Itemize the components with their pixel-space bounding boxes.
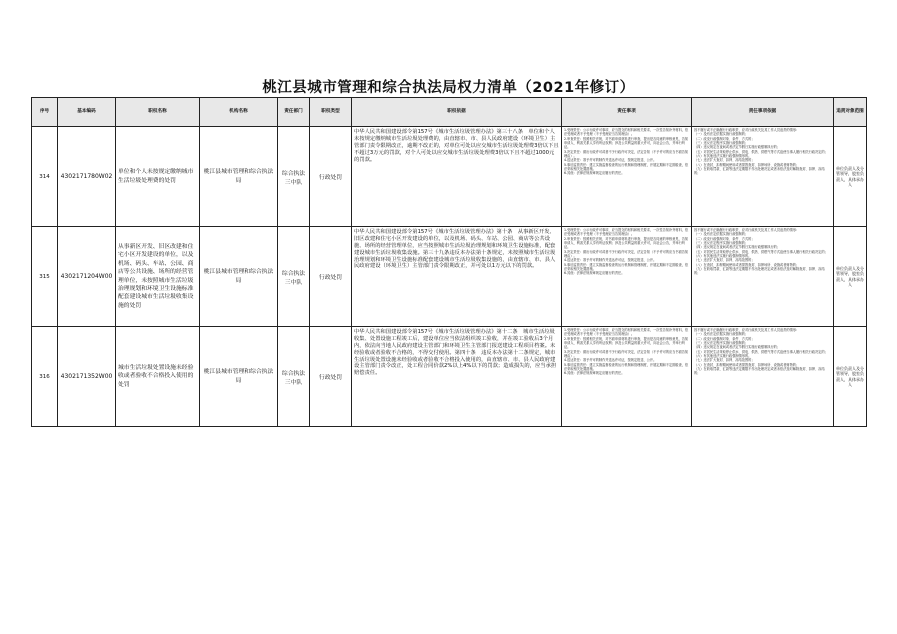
- list-item: （四）违反规定在夜间或者法定节假日实施行政强制执行的；: [694, 345, 781, 350]
- list-item: （一）没有法定依据实施行政强制的；: [694, 232, 749, 237]
- table-header-row: [32, 98, 867, 127]
- row-dept: 综合执法三中队: [278, 227, 310, 327]
- list-item: 2.审查责任：按照相关法规，对书面申请材料进行审查，提出是否同意的审核意见，告知申请人、利害关系人享有听证权利；涉及公共利益的重大许可，向社会公告，并举行听证。: [564, 336, 689, 350]
- list-item: 5.事后监管责任：建立实施监督检查的运行机制和管理制度，开展定期和不定期检查，依法采取相关处置措施。: [564, 162, 689, 171]
- list-item: （一）没有法定依据实施行政强制的；: [694, 132, 749, 137]
- row-org-name: 桃江县城市管理和综合执法局: [200, 127, 278, 227]
- row-code: 4302171780W02: [58, 127, 116, 227]
- row-responsibility-items: [562, 127, 692, 227]
- list-item: 3.决定责任：做出行政许可或者不予行政许可决定，法定告知（不予许可的应当书面告知理由）。: [564, 149, 689, 158]
- row-power-basis: 中华人民共和国建设部令第157号《城市生活垃圾管理办法》第十二条 城市生活垃圾收集、处置设施工程竣工后，建设单位应当依法组织竣工验收，并在竣工验收后3个月内，依法向当地人民政府建设主管部门和环境卫生主管部门报送建设工程项目档案。未经验收或者验收不合格的，不得交付使用。第四十条 违反本办法第十二条规定，城市生活垃圾处置设施未经验收或者验收不合格投入使用的，由直辖市、市、县人民政府建设主管部门责令改正，处工程合同价款2%以上4%以下的罚款；造成损失的，应当承担赔偿责任。: [352, 327, 562, 427]
- list-item: 1.受理责任：公示行政许可事项、应当提交的材料和相关要求，一次性告知补齐材料，依法受理或者不予受理（不予受理应当告知理由）。: [564, 328, 689, 337]
- header-items: 责任事项: [562, 98, 692, 127]
- row-code: 4302171352W00: [58, 327, 116, 427]
- row-power-name: 从事新区开发、旧区改建和住宅小区开发建设的单位，以及机场、码头、车站、公园、商店等公共设施、场所的经营管理单位，未按照城市生活垃圾治理规划和环境卫生设施标准配套建设城市生活垃圾收集设施的处罚: [116, 227, 200, 327]
- list-item: （七）违法扩大查封、扣押、冻结范围的；: [694, 258, 755, 263]
- list-item: （六）有其他违法实施行政强制情形的。: [694, 253, 752, 258]
- list-item: 3.决定责任：做出行政许可或者不予行政许可决定，法定告知（不予许可的应当书面告知理由）。: [564, 349, 689, 358]
- list-item: （九）在收取罚款、汇款等违法定期限不作出处理决定或者未依法及时解除查封、扣押、冻结的；: [694, 366, 825, 376]
- row-power-name: 城市生活垃圾处置设施未经验收或者验收不合格投入使用的处罚: [116, 327, 200, 427]
- row-power-basis: 中华人民共和国建设部令第157号《城市生活垃圾管理办法》第十条 从事新区开发、旧区改建和住宅小区开发建设的单位，以及机场、码头、车站、公园、商店等公共设施、场所的经营管理单位，应当按照城市生活垃圾治理规划和环境卫生设施标准，配套建设城市生活垃圾收集设施。第三十九条违反本办法第十条规定，未按照城市生活垃圾治理规划和环境卫生设施标准配套建设城市生活垃圾收集设施的，由直辖市、市、县人民政府建设（环境卫生）主管部门责令限期改正，并可处以1万元以下的罚款。: [352, 227, 562, 327]
- list-item: 4.送达责任：准予许可的制作并送达许可证，按规定报送、公开。: [564, 358, 657, 363]
- list-item: （二）改变行政强制对象、条件、方式的；: [694, 336, 755, 341]
- list-item: 因不履行或不正确履行行政职责，应对行政机关及其工作人员追责的情形：: [694, 128, 800, 132]
- row-responsibility-items: [562, 227, 692, 327]
- row-responsibility-basis: [692, 227, 834, 327]
- row-responsibility-items: [562, 327, 692, 427]
- list-item: 6.其他：法律法规规章规定应履行的责任。: [564, 271, 625, 276]
- row-accountability-subject: 单位负责人及分管领导，股室负责人，具体承办人: [834, 227, 867, 327]
- header-type: 职权类型: [310, 98, 352, 127]
- list-item: （六）有其他违法实施行政强制情形的。: [694, 153, 752, 158]
- table-row: [32, 227, 867, 327]
- header-code: 基本编码: [58, 98, 116, 127]
- list-item: （九）在收取罚款、汇款等违法定期限不作出处理决定或者未依法及时解除查封、扣押、冻结的；: [694, 166, 825, 176]
- row-accountability-subject: 单位负责人及分管领导，股室负责人，具体承办人: [834, 327, 867, 427]
- list-item: （七）违法扩大查封、扣押、冻结范围的；: [694, 158, 755, 163]
- list-item: 1.受理责任：公示行政许可事项、应当提交的材料和相关要求，一次性告知补齐材料，依法受理或者不予受理（不予受理应当告知理由）。: [564, 128, 689, 137]
- header-dept: 责任部门: [278, 98, 310, 127]
- header-items-basis: 责任事项依据: [692, 98, 834, 127]
- row-org-name: 桃江县城市管理和综合执法局: [200, 327, 278, 427]
- row-dept: 综合执法三中队: [278, 327, 310, 427]
- list-item: （六）有其他违法实施行政强制情形的。: [694, 353, 752, 358]
- list-item: 1.受理责任：公示行政许可事项、应当提交的材料和相关要求，一次性告知补齐材料，依法受理或者不予受理（不予受理应当告知理由）。: [564, 228, 689, 237]
- row-seq: 316: [32, 327, 58, 427]
- row-responsibility-basis: [692, 127, 834, 227]
- list-item: （四）违反规定在夜间或者法定节假日实施行政强制执行的；: [694, 145, 781, 150]
- list-item: 因不履行或不正确履行行政职责，应对行政机关及其工作人员追责的情形：: [694, 328, 800, 332]
- list-item: （二）改变行政强制对象、条件、方式的；: [694, 236, 755, 241]
- header-seq: 序号: [32, 98, 58, 127]
- list-item: 2.审查责任：按照相关法规，对书面申请材料进行审查，提出是否同意的审核意见，告知申请人、利害关系人享有听证权利；涉及公共利益的重大许可，向社会公告，并举行听证。: [564, 136, 689, 150]
- row-accountability-subject: 单位负责人及分管领导，股室负责人，具体承办人: [834, 127, 867, 227]
- row-power-type: 行政处罚: [310, 227, 352, 327]
- row-code: 4302171204W00: [58, 227, 116, 327]
- list-item: 6.其他：法律法规规章规定应履行的责任。: [564, 371, 625, 376]
- header-org: 机构名称: [200, 98, 278, 127]
- list-item: （五）对居民生活采取停止供水、供电、供热、供燃气等方式迫使当事人履行相关行政决定的；: [694, 349, 828, 354]
- list-item: 4.送达责任：准予许可的制作并送达许可证，按规定报送、公开。: [564, 258, 657, 263]
- header-subject: 追责对象范围: [834, 98, 867, 127]
- list-item: 5.事后监管责任：建立实施监督检查的运行机制和管理制度，开展定期和不定期检查，依法采取相关处置措施。: [564, 362, 689, 371]
- row-seq: 314: [32, 127, 58, 227]
- list-item: （三）违反法定程序实施行政强制的；: [694, 140, 749, 145]
- row-responsibility-basis: [692, 327, 834, 427]
- list-item: 6.其他：法律法规规章规定应履行的责任。: [564, 171, 625, 176]
- table-body: [32, 127, 867, 427]
- row-org-name: 桃江县城市管理和综合执法局: [200, 227, 278, 327]
- row-power-basis: 中华人民共和国建设部令第157号《城市生活垃圾管理办法》第三十八条 单位和个人未按规定缴纳城市生活垃圾处理费的，由直辖市、市、县人民政府建设（环境卫生）主管部门责令限期改正，逾期不改正的，对单位可处以应交城市生活垃圾处理费3倍以下且不超过3万元的罚款，对个人可处以应交城市生活垃圾处理费3倍以下且不超过1000元的罚款。: [352, 127, 562, 227]
- row-power-name: 单位和个人未按规定缴纳城市生活垃圾处理费的处罚: [116, 127, 200, 227]
- power-list-table: [31, 97, 867, 427]
- list-item: 3.决定责任：做出行政许可或者不予行政许可决定，法定告知（不予许可的应当书面告知理由）。: [564, 249, 689, 258]
- header-name: 职权名称: [116, 98, 200, 127]
- row-power-type: 行政处罚: [310, 327, 352, 427]
- list-item: （四）违反规定在夜间或者法定节假日实施行政强制执行的；: [694, 245, 781, 250]
- list-item: （二）改变行政强制对象、条件、方式的；: [694, 136, 755, 141]
- list-item: （三）违反法定程序实施行政强制的；: [694, 340, 749, 345]
- list-item: （三）违反法定程序实施行政强制的；: [694, 240, 749, 245]
- list-item: （八）在查封、扣押期间使用或者损毁查封、扣押场所、设施或者财物的；: [694, 162, 800, 167]
- list-item: 因不履行或不正确履行行政职责，应对行政机关及其工作人员追责的情形：: [694, 228, 800, 232]
- list-item: （七）违法扩大查封、扣押、冻结范围的；: [694, 358, 755, 363]
- row-dept: 综合执法三中队: [278, 127, 310, 227]
- row-power-type: 行政处罚: [310, 127, 352, 227]
- list-item: （一）没有法定依据实施行政强制的；: [694, 332, 749, 337]
- list-item: （八）在查封、扣押期间使用或者损毁查封、扣押场所、设施或者财物的；: [694, 262, 800, 267]
- list-item: 2.审查责任：按照相关法规，对书面申请材料进行审查，提出是否同意的审核意见，告知申请人、利害关系人享有听证权利；涉及公共利益的重大许可，向社会公告，并举行听证。: [564, 236, 689, 250]
- list-item: 4.送达责任：准予许可的制作并送达许可证，按规定报送、公开。: [564, 158, 657, 163]
- list-item: （五）对居民生活采取停止供水、供电、供热、供燃气等方式迫使当事人履行相关行政决定的；: [694, 249, 828, 254]
- page-title: 桃江县城市管理和综合执法局权力清单（2021年修订）: [262, 80, 635, 96]
- table-row: [32, 127, 867, 227]
- list-item: （八）在查封、扣押期间使用或者损毁查封、扣押场所、设施或者财物的；: [694, 362, 800, 367]
- table-row: [32, 327, 867, 427]
- list-item: （五）对居民生活采取停止供水、供电、供热、供燃气等方式迫使当事人履行相关行政决定的；: [694, 149, 828, 154]
- row-seq: 315: [32, 227, 58, 327]
- list-item: （九）在收取罚款、汇款等违法定期限不作出处理决定或者未依法及时解除查封、扣押、冻结的；: [694, 266, 825, 276]
- header-basis: 职权依据: [352, 98, 562, 127]
- list-item: 5.事后监管责任：建立实施监督检查的运行机制和管理制度，开展定期和不定期检查，依法采取相关处置措施。: [564, 262, 689, 271]
